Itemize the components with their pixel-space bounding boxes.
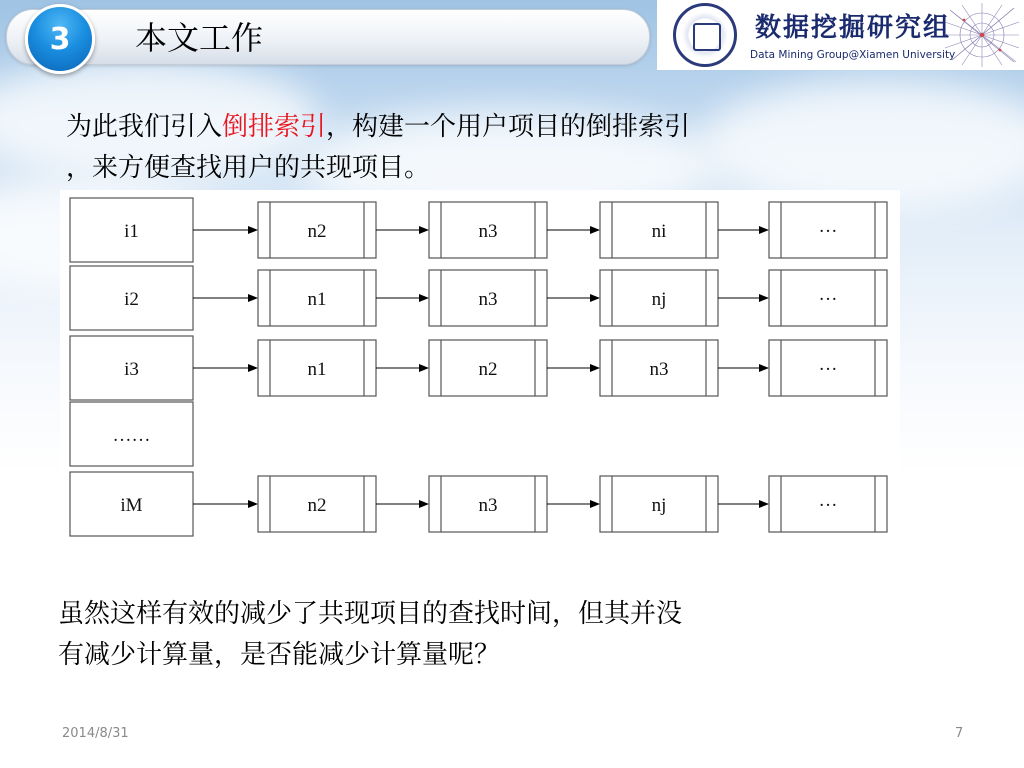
item-label: iM	[120, 495, 143, 516]
node-label: n2	[478, 359, 498, 380]
logo-name: 数据挖掘研究组	[755, 13, 952, 43]
logo-subtitle: Data Mining Group@Xiamen University	[750, 49, 956, 61]
page-title: 本文工作	[135, 19, 264, 57]
university-seal-icon	[673, 3, 737, 67]
title-bar	[6, 9, 650, 65]
intro-line-2: ，来方便查找用户的共现项目。	[66, 153, 431, 183]
node-label: ···	[818, 221, 838, 242]
node-label: ···	[818, 359, 838, 380]
node-label: nj	[651, 289, 667, 310]
node-label: n2	[307, 221, 327, 242]
node-label: n3	[478, 289, 498, 310]
node-label: ···	[818, 289, 838, 310]
node-label: n1	[307, 359, 327, 380]
item-label: i2	[124, 289, 139, 310]
intro-text-after: ，构建一个用户项目的倒排索引	[326, 112, 691, 142]
network-graph-icon	[942, 0, 1022, 70]
intro-text-before: 为此我们引入	[66, 112, 223, 142]
node-label: nj	[651, 495, 667, 516]
logo	[657, 0, 1024, 70]
inverted-index-diagram	[60, 190, 900, 550]
node-label: n2	[307, 495, 327, 516]
node-label: n3	[478, 495, 498, 516]
conclusion-line-1: 虽然这样有效的减少了共现项目的查找时间，但其并没	[58, 599, 683, 629]
node-label: ···	[818, 495, 838, 516]
item-label: ……	[112, 425, 151, 446]
node-label: n3	[478, 221, 498, 242]
section-number-badge: 3	[25, 4, 95, 74]
intro-highlight: 倒排索引	[222, 112, 327, 142]
conclusion-line-2: 有减少计算量，是否能减少计算量呢？	[58, 640, 501, 670]
footer-page-number: 7	[955, 726, 964, 741]
footer-date: 2014/8/31	[62, 726, 129, 741]
intro-paragraph	[66, 107, 906, 189]
item-label: i1	[124, 221, 139, 242]
node-label: n1	[307, 289, 327, 310]
item-label: i3	[124, 359, 139, 380]
intro-line-1	[66, 107, 906, 148]
node-label: ni	[651, 221, 667, 242]
conclusion-paragraph	[58, 594, 918, 676]
node-label: n3	[649, 359, 669, 380]
